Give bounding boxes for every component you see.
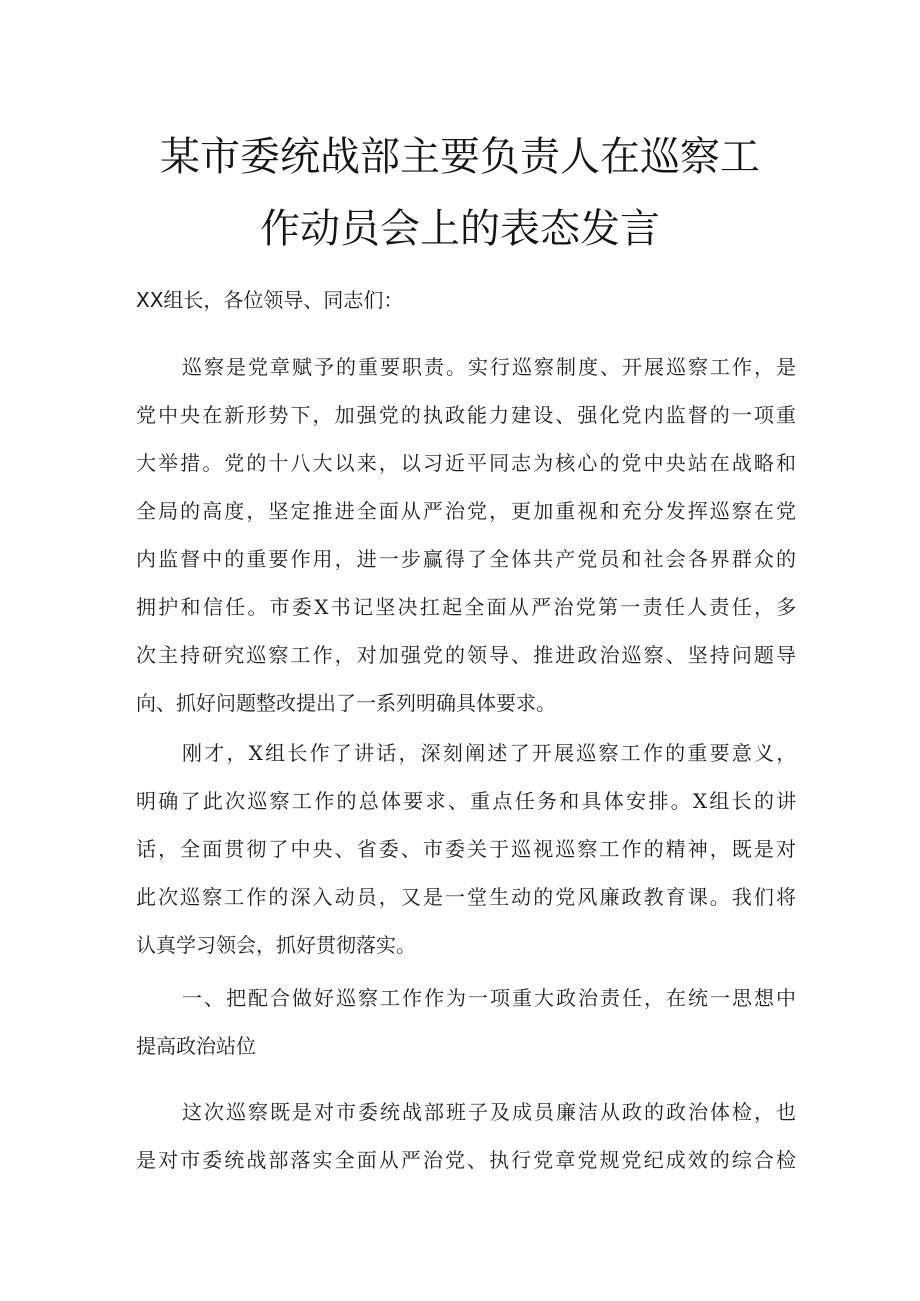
paragraph-line: 刚才，X组长作了讲话，深刻阐述了开展巡察工作的重要意义， xyxy=(182,741,799,765)
paragraph-line: 党中央在新形势下，加强党的执政能力建设、强化党内监督的一项重 xyxy=(136,403,799,427)
paragraph-line: 巡察是党章赋予的重要职责。实行巡察制度、开展巡察工作，是 xyxy=(182,355,798,379)
paragraph-line: 这次巡察既是对市委统战部班子及成员廉洁从政的政治体检，也 xyxy=(182,1100,798,1124)
salutation: XX组长，各位领导、同志们： xyxy=(136,288,404,312)
paragraph-line: 全局的高度，坚定推进全面从严治党，更加重视和充分发挥巡察在党 xyxy=(136,499,799,523)
heading-line: 提高政治站位 xyxy=(136,1034,256,1058)
paragraph-line: 此次巡察工作的深入动员，又是一堂生动的党风廉政教育课。我们将 xyxy=(136,885,799,909)
paragraph-line: 明确了此次巡察工作的总体要求、重点任务和具体安排。X组长的讲 xyxy=(136,789,799,813)
paragraph-line: 是对市委统战部落实全面从严治党、执行党章党规党纪成效的综合检 xyxy=(136,1148,799,1172)
paragraph-line: 次主持研究巡察工作，对加强党的领导、推进政治巡察、坚持问题导 xyxy=(136,643,799,667)
paragraph-line: 大举措。党的十八大以来，以习近平同志为核心的党中央站在战略和 xyxy=(136,451,799,475)
paragraph-line: 拥护和信任。市委X书记坚决扛起全面从严治党第一责任人责任，多 xyxy=(136,595,799,619)
paragraph-line: 认真学习领会，抓好贯彻落实。 xyxy=(136,933,416,957)
paragraph-line: 内监督中的重要作用，进一步赢得了全体共产党员和社会各界群众的 xyxy=(136,547,799,571)
document-title-line-2: 作动员会上的表态发言 xyxy=(260,206,660,252)
paragraph-line: 向、抓好问题整改提出了一系列明确具体要求。 xyxy=(136,691,556,715)
heading-line: 一、把配合做好巡察工作作为一项重大政治责任，在统一思想中 xyxy=(182,986,798,1010)
document-title-line-1: 某市委统战部主要负责人在巡察工 xyxy=(160,134,760,180)
paragraph-line: 话，全面贯彻了中央、省委、市委关于巡视巡察工作的精神，既是对 xyxy=(136,837,799,861)
